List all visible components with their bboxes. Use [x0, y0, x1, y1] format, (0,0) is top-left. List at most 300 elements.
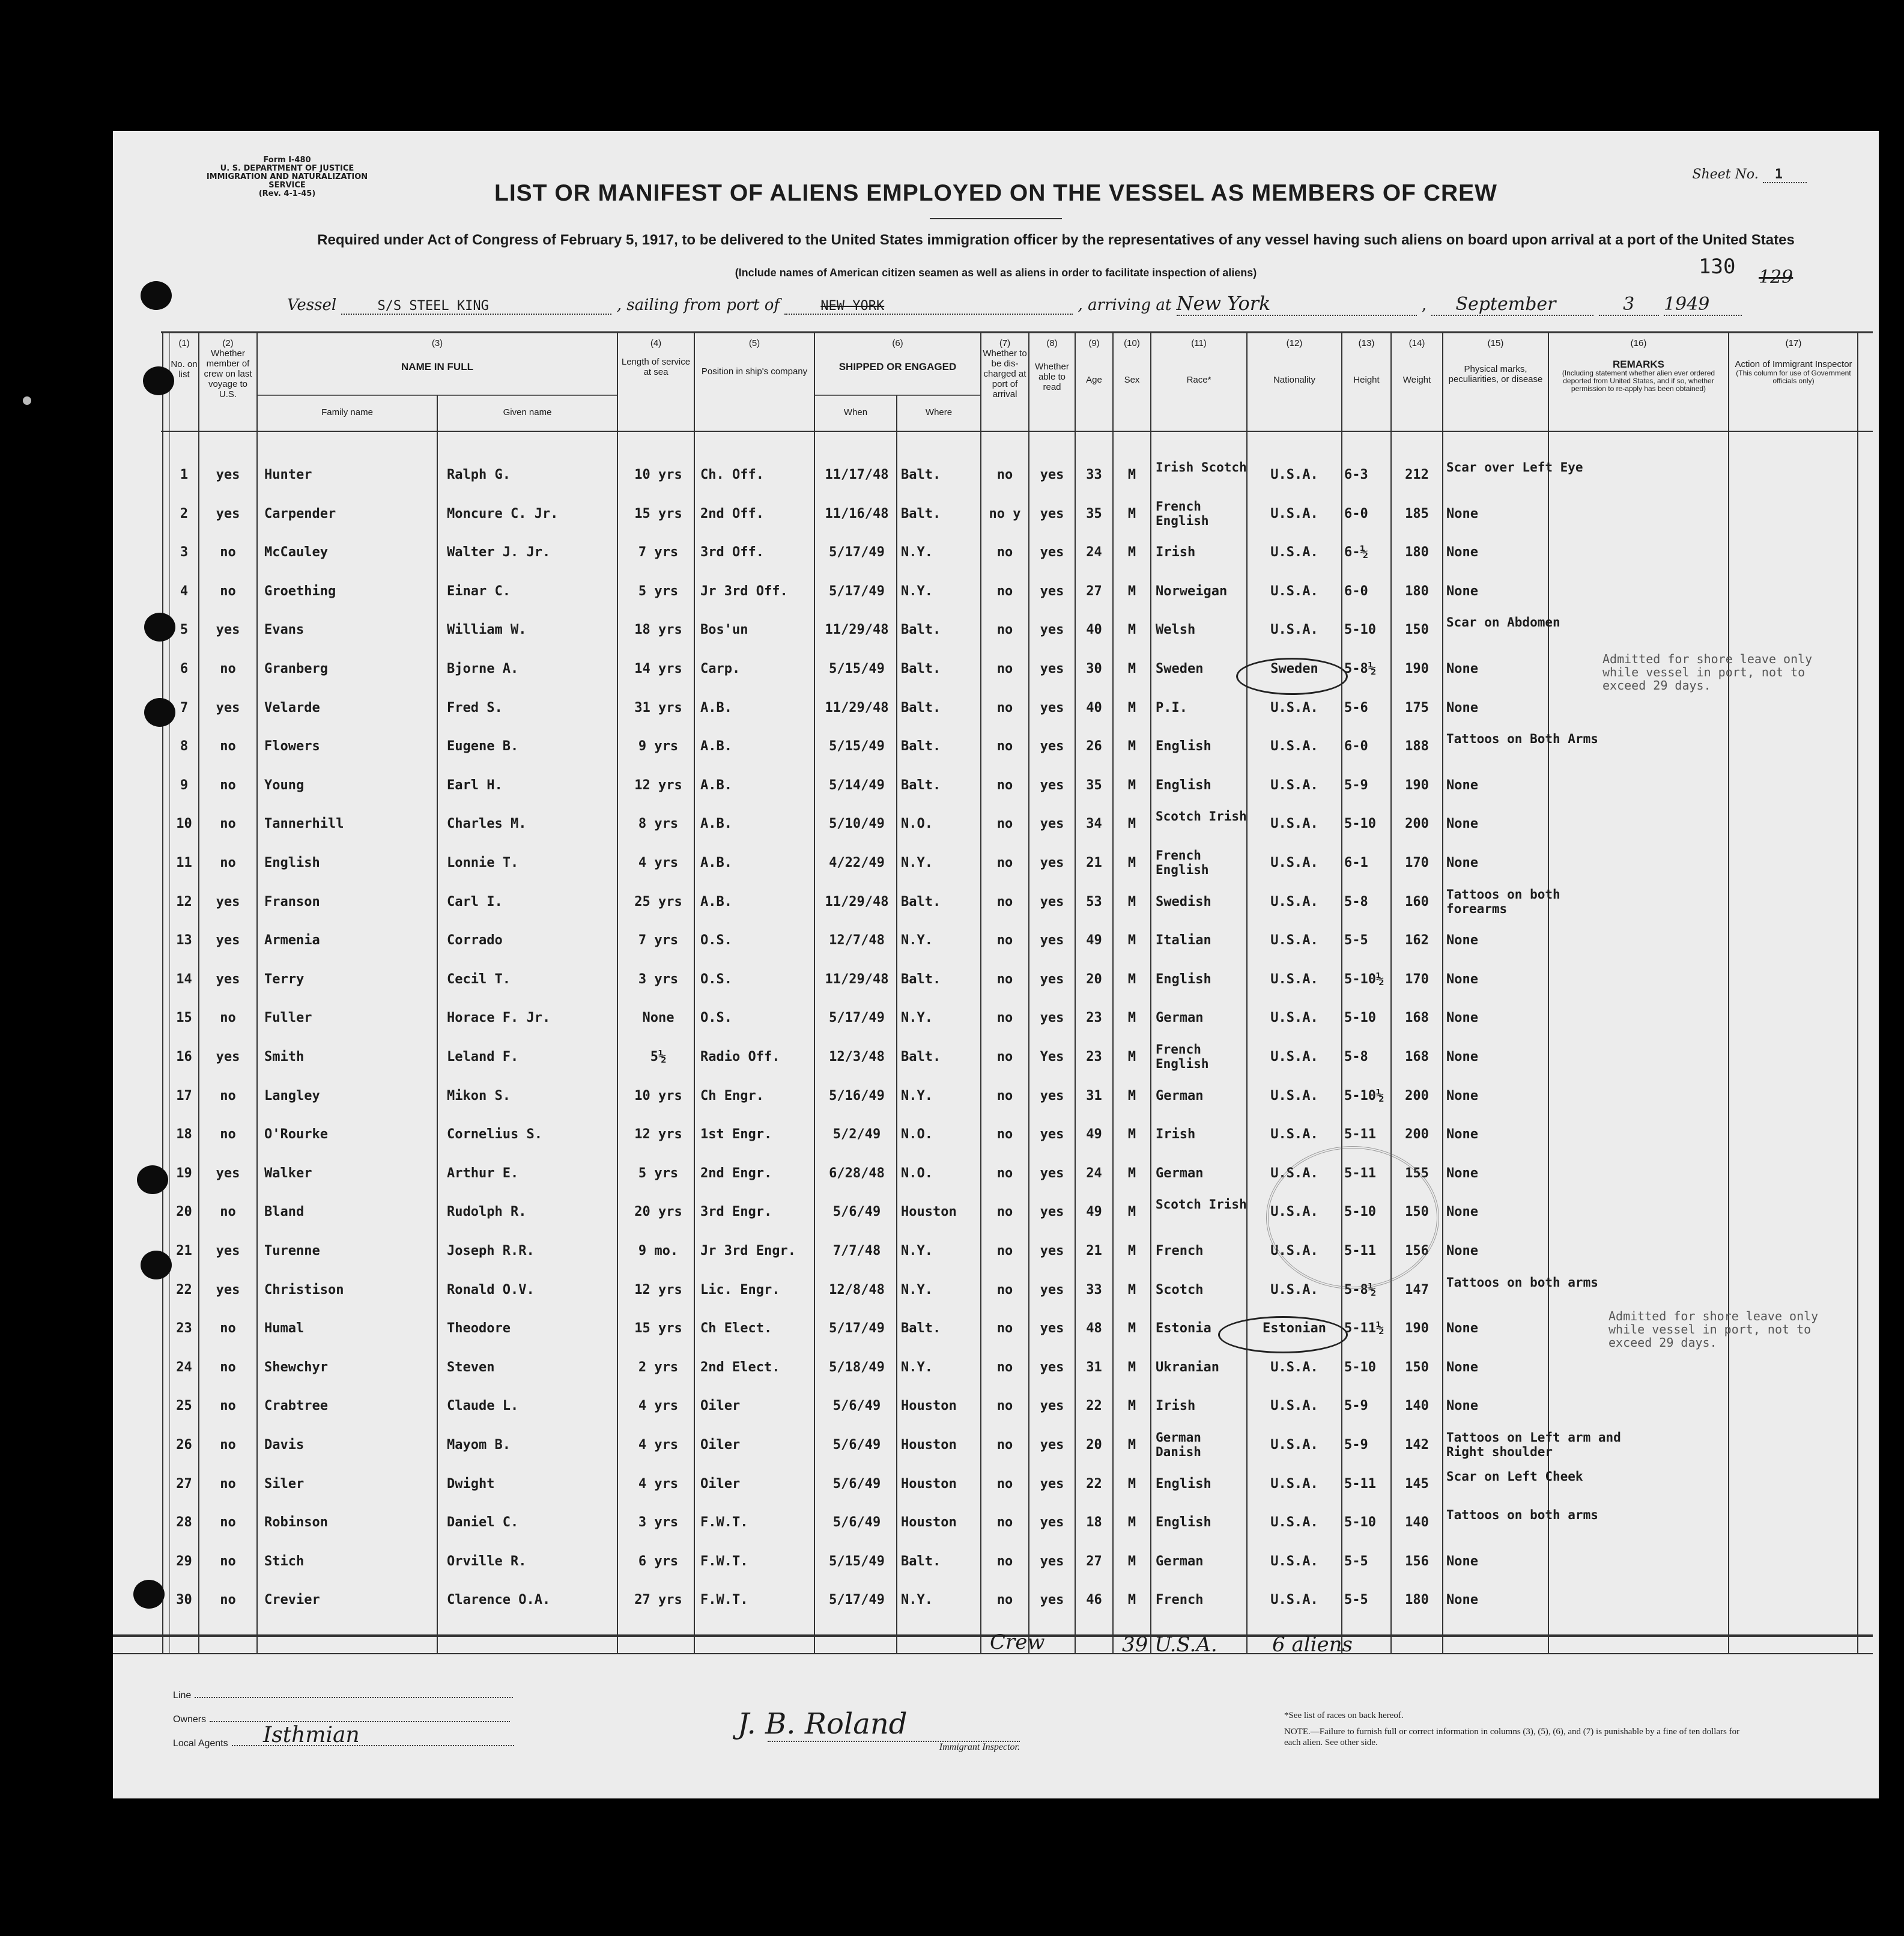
cell-where: N.Y.: [901, 1088, 933, 1103]
cell-last: yes: [216, 933, 240, 948]
cell-where: Balt.: [901, 739, 941, 754]
cell-given: Mikon S.: [447, 1088, 511, 1103]
cell-sex: M: [1127, 545, 1136, 560]
cell-position: A.B.: [700, 739, 732, 754]
cell-when: 5/17/49: [829, 583, 885, 599]
cell-position: 1st Engr.: [700, 1127, 772, 1142]
cell-when: 5/17/49: [829, 545, 885, 560]
cell-disch: no: [996, 1049, 1013, 1064]
cell-service: 4 yrs: [638, 1398, 679, 1414]
cell-marks: None: [1446, 777, 1478, 793]
cell-last: no: [220, 816, 236, 832]
cell-age: 40: [1086, 622, 1102, 638]
inspector-signature: J. B. Roland: [738, 1707, 908, 1741]
cell-no: 30: [176, 1592, 192, 1608]
sailing-label: , sailing from port of: [616, 296, 780, 314]
cell-disch: no: [996, 1515, 1013, 1531]
cell-where: N.Y.: [901, 545, 933, 560]
cell-read: yes: [1040, 1359, 1064, 1375]
punch-hole: [144, 613, 175, 642]
cell-weight: 145: [1405, 1476, 1429, 1491]
cell-sex: M: [1127, 1282, 1136, 1297]
col15-header: (15) Physical marks, peculiarities, or disease: [1448, 338, 1543, 384]
cell-marks: None: [1446, 1592, 1478, 1608]
cell-race: English: [1156, 739, 1211, 754]
cell-nat: U.S.A.: [1270, 1243, 1318, 1258]
cell-sex: M: [1127, 1553, 1136, 1569]
col6-header: (6) SHIPPED OR ENGAGED: [838, 338, 957, 372]
cell-nat: U.S.A.: [1270, 1515, 1318, 1531]
cell-nat: U.S.A.: [1270, 894, 1318, 909]
cell-position: 3rd Engr.: [700, 1204, 772, 1220]
cell-position: A.B.: [700, 855, 732, 870]
cell-height: 5-10: [1344, 1204, 1376, 1220]
cell-nat: Estonian: [1263, 1321, 1326, 1337]
cell-height: 5-5: [1344, 1592, 1368, 1608]
cell-family: Crabtree: [264, 1398, 328, 1414]
cell-disch: no: [996, 583, 1013, 599]
cell-position: F.W.T.: [700, 1515, 748, 1531]
cell-service: 15 yrs: [634, 1321, 682, 1337]
cell-where: N.Y.: [901, 1243, 933, 1258]
cell-when: 5/17/49: [829, 1010, 885, 1026]
vessel-line: Vessel S/S STEEL KING , sailing from port of NEW YORK , arriving at New York , September 3 1949: [287, 292, 1742, 316]
cell-last: yes: [216, 467, 240, 482]
cell-race: English: [1156, 777, 1211, 793]
cell-position: 2nd Off.: [700, 506, 764, 521]
cell-weight: 190: [1405, 777, 1429, 793]
cell-service: 5 yrs: [638, 1165, 679, 1181]
cell-weight: 140: [1405, 1398, 1429, 1414]
cell-age: 35: [1086, 777, 1102, 793]
cell-family: Fuller: [264, 1010, 312, 1026]
cell-position: Ch. Off.: [700, 467, 764, 482]
cell-when: 11/29/48: [825, 622, 889, 638]
cell-age: 49: [1086, 1127, 1102, 1142]
cell-last: no: [220, 1553, 236, 1569]
cell-weight: 156: [1405, 1243, 1429, 1258]
cell-last: yes: [216, 1243, 240, 1258]
cell-race: English: [1156, 971, 1211, 987]
cell-family: Tannerhill: [264, 816, 344, 832]
cell-family: Carpender: [264, 506, 336, 521]
cell-nat: U.S.A.: [1270, 1476, 1318, 1491]
cell-given: Joseph R.R.: [447, 1243, 535, 1258]
cell-sex: M: [1127, 1515, 1136, 1531]
table-row: [113, 1592, 1879, 1630]
cell-race: Irish: [1156, 1127, 1196, 1142]
cell-height: 5-8: [1344, 894, 1368, 909]
arrival-year: 1949: [1664, 294, 1742, 316]
col3-given-header: Given name: [503, 407, 552, 417]
cell-marks: Tattoos on both arms: [1446, 1508, 1598, 1523]
cell-given: Cornelius S.: [447, 1127, 542, 1142]
official-stamp: [1266, 1146, 1439, 1289]
cell-last: yes: [216, 894, 240, 909]
table-row: [113, 1088, 1879, 1126]
col3-family-header: Family name: [321, 407, 373, 417]
cell-position: 3rd Off.: [700, 545, 764, 560]
cell-given: Bjorne A.: [447, 661, 519, 676]
cell-race: German: [1156, 1165, 1204, 1181]
cell-given: Cecil T.: [447, 971, 511, 987]
cell-position: A.B.: [700, 777, 732, 793]
nationality-circle-row6: [1236, 658, 1348, 695]
cell-height: 5-11: [1344, 1165, 1376, 1181]
cell-marks: None: [1446, 1127, 1478, 1142]
cell-race: Welsh: [1156, 622, 1196, 638]
cell-when: 5/15/49: [829, 661, 885, 676]
cell-height: 6-0: [1344, 583, 1368, 599]
cell-sex: M: [1127, 855, 1136, 870]
vessel-name: S/S STEEL KING: [341, 299, 611, 315]
col11-header: (11) Race*: [1186, 338, 1211, 385]
cell-where: N.Y.: [901, 855, 933, 870]
cell-weight: 147: [1405, 1282, 1429, 1297]
cell-when: 5/15/49: [829, 739, 885, 754]
cell-read: yes: [1040, 855, 1064, 870]
footer-owners: Owners: [173, 1714, 510, 1725]
cell-family: Walker: [264, 1165, 312, 1181]
cell-race: Ukranian: [1156, 1359, 1219, 1375]
cell-given: Charles M.: [447, 816, 527, 832]
cell-marks: None: [1446, 1243, 1478, 1258]
cell-marks: None: [1446, 1359, 1478, 1375]
cell-marks: Tattoos on both forearms: [1446, 887, 1560, 916]
cell-when: 5/17/49: [829, 1592, 885, 1608]
table-row: [113, 732, 1879, 776]
cell-height: 6-0: [1344, 739, 1368, 754]
cell-no: 22: [176, 1282, 192, 1297]
cell-height: 5-9: [1344, 1437, 1368, 1452]
cell-weight: 156: [1405, 1553, 1429, 1569]
cell-service: 8 yrs: [638, 816, 679, 832]
department-name: U. S. DEPARTMENT OF JUSTICE: [220, 164, 354, 173]
cell-disch: no: [996, 739, 1013, 754]
cell-sex: M: [1127, 1049, 1136, 1064]
cell-marks: Scar on Left Cheek: [1446, 1469, 1583, 1484]
table-row: [113, 1042, 1879, 1087]
arrival-month: September: [1431, 294, 1593, 316]
cell-family: Groething: [264, 583, 336, 599]
cell-weight: 185: [1405, 506, 1429, 521]
cell-where: Houston: [901, 1476, 957, 1491]
sheet-number-value: 1: [1763, 167, 1807, 183]
cell-last: yes: [216, 506, 240, 521]
cell-disch: no: [996, 1010, 1013, 1026]
cell-race: Norweigan: [1156, 583, 1228, 599]
cell-service: 18 yrs: [634, 622, 682, 638]
cell-sex: M: [1127, 933, 1136, 948]
cell-position: F.W.T.: [700, 1592, 748, 1608]
cell-marks: None: [1446, 1165, 1478, 1181]
total-crew: Crew: [990, 1630, 1045, 1654]
cell-sex: M: [1127, 777, 1136, 793]
cell-sex: M: [1127, 1592, 1136, 1608]
cell-weight: 180: [1405, 583, 1429, 599]
cell-marks: Tattoos on both arms: [1446, 1275, 1598, 1290]
cell-disch: no: [996, 855, 1013, 870]
table-row: [113, 499, 1879, 544]
stamped-number: 130: [1699, 255, 1736, 279]
cell-read: yes: [1040, 933, 1064, 948]
cell-read: yes: [1040, 1592, 1064, 1608]
cell-marks: None: [1446, 1010, 1478, 1026]
col10-header: (10) Sex: [1124, 338, 1140, 385]
cell-age: 53: [1086, 894, 1102, 909]
sailing-port: NEW YORK: [784, 299, 1073, 315]
cell-given: Earl H.: [447, 777, 503, 793]
cell-when: 5/15/49: [829, 1553, 885, 1569]
cell-last: no: [220, 739, 236, 754]
cell-weight: 212: [1405, 467, 1429, 482]
cell-given: Ralph G.: [447, 467, 511, 482]
cell-disch: no: [996, 1243, 1013, 1258]
cell-position: Jr 3rd Engr.: [700, 1243, 796, 1258]
remark-row6: Admitted for shore leave only while vessel in port, not to exceed 29 days.: [1602, 652, 1813, 693]
cell-nat: U.S.A.: [1270, 1398, 1318, 1414]
cell-family: Siler: [264, 1476, 305, 1491]
cell-nat: U.S.A.: [1270, 777, 1318, 793]
cell-sex: M: [1127, 1010, 1136, 1026]
cell-race: Italian: [1156, 933, 1211, 948]
cell-last: no: [220, 777, 236, 793]
cell-read: yes: [1040, 1204, 1064, 1220]
cell-read: yes: [1040, 700, 1064, 715]
cell-race: French: [1156, 1592, 1204, 1608]
cell-weight: 200: [1405, 1088, 1429, 1103]
cell-last: no: [220, 1437, 236, 1452]
col16-header: (16) REMARKS (Including statement whether alien ever ordered deported from United States, and if so, whether permission to re-apply has been obtained): [1562, 338, 1715, 393]
cell-disch: no: [996, 1592, 1013, 1608]
cell-position: Lic. Engr.: [700, 1282, 780, 1297]
cell-given: Steven: [447, 1359, 495, 1375]
cell-last: yes: [216, 700, 240, 715]
cell-service: 27 yrs: [634, 1592, 682, 1608]
cell-last: no: [220, 1088, 236, 1103]
cell-last: no: [220, 1398, 236, 1414]
cell-last: no: [220, 1515, 236, 1531]
cell-family: Hunter: [264, 467, 312, 482]
cell-service: None: [642, 1010, 675, 1026]
cell-given: William W.: [447, 622, 527, 638]
cell-read: yes: [1040, 1165, 1064, 1181]
cell-where: N.O.: [901, 1165, 933, 1181]
agents-signature: Isthmian: [263, 1723, 360, 1747]
cell-read: yes: [1040, 545, 1064, 560]
cell-service: 31 yrs: [634, 700, 682, 715]
cell-service: 15 yrs: [634, 506, 682, 521]
cell-service: 7 yrs: [638, 933, 679, 948]
cell-where: Balt.: [901, 1321, 941, 1337]
cell-nat: U.S.A.: [1270, 1204, 1318, 1220]
cell-marks: None: [1446, 1321, 1478, 1337]
table-row: [113, 887, 1879, 932]
cell-service: 6 yrs: [638, 1553, 679, 1569]
punch-hole: [141, 281, 172, 310]
cell-last: yes: [216, 622, 240, 638]
cell-disch: no: [996, 1359, 1013, 1375]
cell-given: Clarence O.A.: [447, 1592, 551, 1608]
cell-nat: U.S.A.: [1270, 1049, 1318, 1064]
cell-no: 27: [176, 1476, 192, 1491]
cell-disch: no: [996, 1282, 1013, 1297]
col9-header: (9) Age: [1086, 338, 1102, 385]
cell-nat: U.S.A.: [1270, 700, 1318, 715]
cell-last: yes: [216, 1282, 240, 1297]
cell-where: Balt.: [901, 700, 941, 715]
cell-read: yes: [1040, 894, 1064, 909]
cell-family: Smith: [264, 1049, 305, 1064]
cell-when: 5/18/49: [829, 1359, 885, 1375]
cell-race: Swedish: [1156, 894, 1211, 909]
table-row: [113, 460, 1879, 505]
cell-when: 11/29/48: [825, 971, 889, 987]
cell-service: 5½: [650, 1049, 667, 1064]
cell-where: N.Y.: [901, 1282, 933, 1297]
cell-weight: 180: [1405, 545, 1429, 560]
cell-marks: None: [1446, 506, 1478, 521]
cell-position: 2nd Engr.: [700, 1165, 772, 1181]
cell-age: 21: [1086, 1243, 1102, 1258]
cell-weight: 142: [1405, 1437, 1429, 1452]
cell-disch: no: [996, 777, 1013, 793]
col5-header: (5) Position in ship's company: [701, 338, 808, 377]
cell-age: 31: [1086, 1359, 1102, 1375]
cell-position: Oiler: [700, 1476, 741, 1491]
cell-weight: 150: [1405, 622, 1429, 638]
cell-given: Daniel C.: [447, 1515, 519, 1531]
cell-last: no: [220, 1359, 236, 1375]
cell-family: Velarde: [264, 700, 320, 715]
cell-no: 20: [176, 1204, 192, 1220]
cell-position: Oiler: [700, 1437, 741, 1452]
cell-marks: Scar over Left Eye: [1446, 460, 1583, 475]
cell-marks: None: [1446, 1553, 1478, 1569]
cell-disch: no: [996, 700, 1013, 715]
cell-where: N.O.: [901, 816, 933, 832]
cell-age: 20: [1086, 971, 1102, 987]
cell-height: 5-10: [1344, 622, 1376, 638]
table-row: [113, 809, 1879, 854]
punch-hole: [143, 366, 174, 395]
cell-height: 5-11½: [1344, 1321, 1384, 1337]
cell-disch: no: [996, 1553, 1013, 1569]
cell-marks: None: [1446, 816, 1478, 832]
cell-service: 3 yrs: [638, 1515, 679, 1531]
cell-no: 6: [180, 661, 189, 676]
cell-service: 9 mo.: [638, 1243, 679, 1258]
cell-race: Scotch Irish: [1156, 809, 1247, 824]
cell-where: Balt.: [901, 622, 941, 638]
cell-height: 5-10½: [1344, 1088, 1384, 1103]
cell-sex: M: [1127, 1321, 1136, 1337]
cell-when: 6/28/48: [829, 1165, 885, 1181]
cell-height: 6-0: [1344, 506, 1368, 521]
cell-where: Houston: [901, 1398, 957, 1414]
cell-weight: 162: [1405, 933, 1429, 948]
cell-sex: M: [1127, 894, 1136, 909]
cell-disch: no: [996, 545, 1013, 560]
cell-where: Balt.: [901, 777, 941, 793]
cell-sex: M: [1127, 1165, 1136, 1181]
cell-race: Estonia: [1156, 1321, 1211, 1337]
cell-no: 18: [176, 1127, 192, 1142]
cell-when: 5/6/49: [832, 1204, 881, 1220]
cell-age: 23: [1086, 1049, 1102, 1064]
col8-header: (8) Whether able to read: [1035, 338, 1069, 392]
cell-sex: M: [1127, 1243, 1136, 1258]
cell-marks: None: [1446, 855, 1478, 870]
cell-disch: no: [996, 1476, 1013, 1491]
punch-hole: [137, 1165, 168, 1194]
col12-header: (12) Nationality: [1273, 338, 1316, 385]
cell-sex: M: [1127, 1398, 1136, 1414]
cell-read: yes: [1040, 1088, 1064, 1103]
cell-nat: U.S.A.: [1270, 506, 1318, 521]
cell-family: Langley: [264, 1088, 320, 1103]
col6-when-header: When: [843, 407, 868, 417]
cell-read: yes: [1040, 816, 1064, 832]
cell-age: 26: [1086, 739, 1102, 754]
col6-where-header: Where: [925, 407, 953, 417]
cell-sex: M: [1127, 1359, 1136, 1375]
table-row: [113, 1197, 1879, 1242]
punch-hole: [141, 1251, 172, 1279]
cell-race: German: [1156, 1088, 1204, 1103]
cell-given: Orville R.: [447, 1553, 527, 1569]
cell-family: Flowers: [264, 739, 320, 754]
inspector-label: Immigrant Inspector.: [768, 1741, 1020, 1753]
cell-race: English: [1156, 1515, 1211, 1531]
cell-height: 6-3: [1344, 467, 1368, 482]
cell-given: Dwight: [447, 1476, 495, 1491]
cell-weight: 168: [1405, 1010, 1429, 1026]
cell-position: O.S.: [700, 971, 732, 987]
cell-sex: M: [1127, 506, 1136, 521]
cell-service: 25 yrs: [634, 894, 682, 909]
cell-last: no: [220, 1010, 236, 1026]
cell-weight: 190: [1405, 1321, 1429, 1337]
cell-given: Leland F.: [447, 1049, 519, 1064]
cell-given: Horace F. Jr.: [447, 1010, 551, 1026]
cell-position: Oiler: [700, 1398, 741, 1414]
cell-family: Bland: [264, 1204, 305, 1220]
cell-age: 30: [1086, 661, 1102, 676]
cell-given: Fred S.: [447, 700, 503, 715]
table-row: [113, 933, 1879, 970]
cell-disch: no: [996, 1165, 1013, 1181]
cell-sex: M: [1127, 1088, 1136, 1103]
total-aliens: 6 aliens: [1272, 1633, 1353, 1657]
cell-last: yes: [216, 971, 240, 987]
cell-no: 14: [176, 971, 192, 987]
cell-nat: U.S.A.: [1270, 933, 1318, 948]
cell-no: 15: [176, 1010, 192, 1026]
cell-nat: U.S.A.: [1270, 1359, 1318, 1375]
cell-age: 33: [1086, 467, 1102, 482]
cell-marks: None: [1446, 583, 1478, 599]
cell-where: N.O.: [901, 1127, 933, 1142]
cell-read: yes: [1040, 1398, 1064, 1414]
cell-disch: no: [996, 894, 1013, 909]
cell-given: Carl I.: [447, 894, 503, 909]
cell-no: 21: [176, 1243, 192, 1258]
cell-disch: no y: [989, 506, 1021, 521]
cell-read: yes: [1040, 1321, 1064, 1337]
cell-family: Crevier: [264, 1592, 320, 1608]
cell-read: yes: [1040, 971, 1064, 987]
